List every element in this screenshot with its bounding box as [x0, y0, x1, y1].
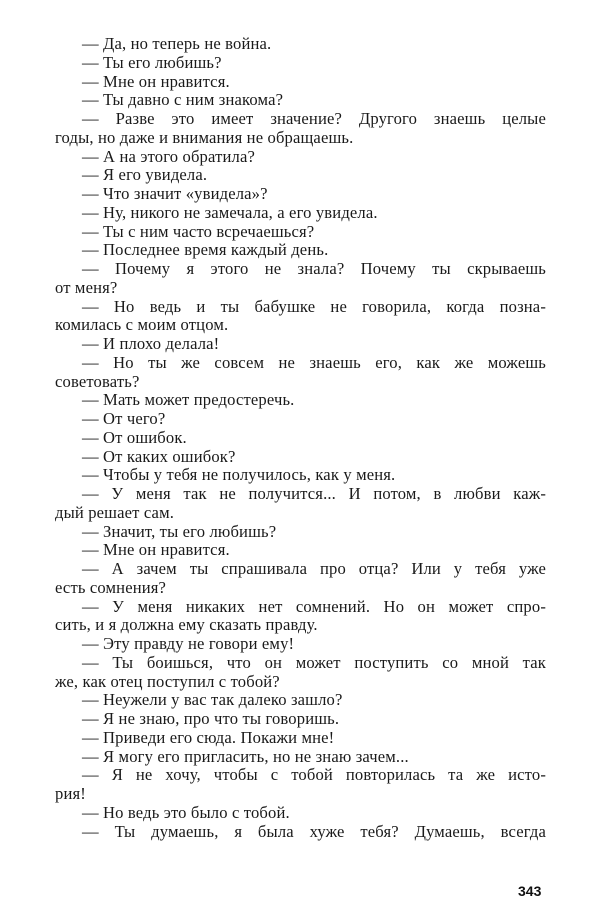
text-line: — Но ты же совсем не знаешь его, как же можешь [82, 353, 546, 372]
text-line: есть сомнения? [55, 577, 167, 597]
text-line: — Неужели у вас так далеко зашло? [82, 690, 343, 710]
dialogue-paragraph [55, 148, 546, 167]
text-line: — Разве это имеет значение? Другого знаешь целые [82, 110, 546, 128]
dialogue-paragraph [55, 729, 546, 748]
page-body-text [55, 35, 546, 841]
text-line: — Мне он нравится. [82, 540, 230, 560]
dialogue-paragraph [55, 766, 546, 804]
dialogue-paragraph [55, 448, 546, 467]
dialogue-paragraph [55, 804, 546, 823]
text-line: — Ты давно с ним знакома? [82, 90, 284, 110]
text-line: — У меня так не получится... И потом, в любви каж- [82, 485, 546, 503]
text-line: — И плохо делала! [82, 334, 220, 353]
dialogue-paragraph [55, 73, 546, 92]
text-line: — Мать может предостеречь. [82, 390, 295, 410]
text-line: — А зачем ты спрашивала про отца? Или у тебя уже [82, 560, 546, 578]
text-line: советовать? [55, 371, 140, 391]
text-line: — Почему я этого не знала? Почему ты скрываешь [82, 260, 546, 278]
text-line: — Ты его любишь? [82, 52, 222, 72]
text-line: — А на этого обратила? [82, 146, 255, 166]
text-line: от меня? [55, 277, 118, 297]
dialogue-paragraph [55, 560, 546, 598]
text-line: — Ты боишься, что он может поступить со мной так [82, 653, 546, 672]
page-number: 343 [518, 883, 542, 899]
dialogue-paragraph [55, 541, 546, 560]
text-line: — Последнее время каждый день. [82, 240, 329, 260]
dialogue-paragraph [55, 635, 546, 654]
dialogue-paragraph [55, 691, 546, 710]
dialogue-paragraph [55, 166, 546, 185]
dialogue-paragraph [55, 654, 546, 692]
dialogue-paragraph [55, 298, 546, 336]
dialogue-paragraph [55, 91, 546, 110]
text-line: — Значит, ты его любишь? [82, 521, 277, 541]
text-line: же, как отец поступил с тобой? [55, 671, 280, 691]
text-line: — Я могу его пригласить, но не знаю зачем... [82, 746, 409, 766]
text-line: дый решает сам. [55, 502, 175, 522]
text-line: комилась с моим отцом. [55, 315, 229, 335]
text-line: — От каких ошибок? [82, 446, 236, 466]
text-line: — От ошибок. [82, 427, 187, 447]
dialogue-paragraph [55, 241, 546, 260]
dialogue-paragraph [55, 466, 546, 485]
dialogue-paragraph [55, 54, 546, 73]
dialogue-paragraph [55, 523, 546, 542]
text-line: годы, но даже и внимания не обращаешь. [55, 127, 354, 147]
text-line: — Но ведь и ты бабушке не говорила, когда позна- [82, 297, 546, 316]
text-line: сить, и я должна ему сказать правду. [55, 615, 318, 635]
dialogue-paragraph [55, 429, 546, 448]
dialogue-paragraph [55, 410, 546, 429]
text-line: — Ты с ним часто всречаешься? [82, 221, 315, 241]
dialogue-paragraph [55, 35, 546, 54]
dialogue-paragraph [55, 110, 546, 148]
dialogue-paragraph [55, 391, 546, 410]
text-line: — Ну, никого не замечала, а его увидела. [82, 202, 378, 222]
text-line: — Что значит «увидела»? [82, 184, 268, 203]
dialogue-paragraph [55, 204, 546, 223]
text-line: — От чего? [82, 409, 166, 428]
dialogue-paragraph [55, 223, 546, 242]
text-line: — Эту правду не говори ему! [82, 634, 295, 653]
text-line: — Приведи его сюда. Покажи мне! [82, 727, 335, 747]
text-line: — Мне он нравится. [82, 71, 230, 91]
dialogue-paragraph [55, 335, 546, 354]
dialogue-paragraph [55, 823, 546, 842]
text-line: — Но ведь это было с тобой. [82, 802, 290, 822]
dialogue-paragraph [55, 710, 546, 729]
text-line: рия! [55, 784, 86, 803]
text-line: — Да, но теперь не война. [82, 34, 272, 53]
dialogue-paragraph [55, 260, 546, 298]
text-line: — Ты думаешь, я была хуже тебя? Думаешь, всегда [82, 822, 546, 841]
dialogue-paragraph [55, 485, 546, 523]
dialogue-paragraph [55, 598, 546, 636]
dialogue-paragraph [55, 748, 546, 767]
dialogue-paragraph [55, 354, 546, 392]
dialogue-paragraph [55, 185, 546, 204]
text-line: — Я не знаю, про что ты говоришь. [82, 709, 340, 728]
text-line: — Я его увидела. [82, 165, 208, 185]
text-line: — Чтобы у тебя не получилось, как у меня. [82, 465, 396, 485]
text-line: — У меня никаких нет сомнений. Но он может спро- [82, 597, 546, 616]
text-line: — Я не хочу, чтобы с тобой повторилась та же исто- [82, 766, 546, 785]
